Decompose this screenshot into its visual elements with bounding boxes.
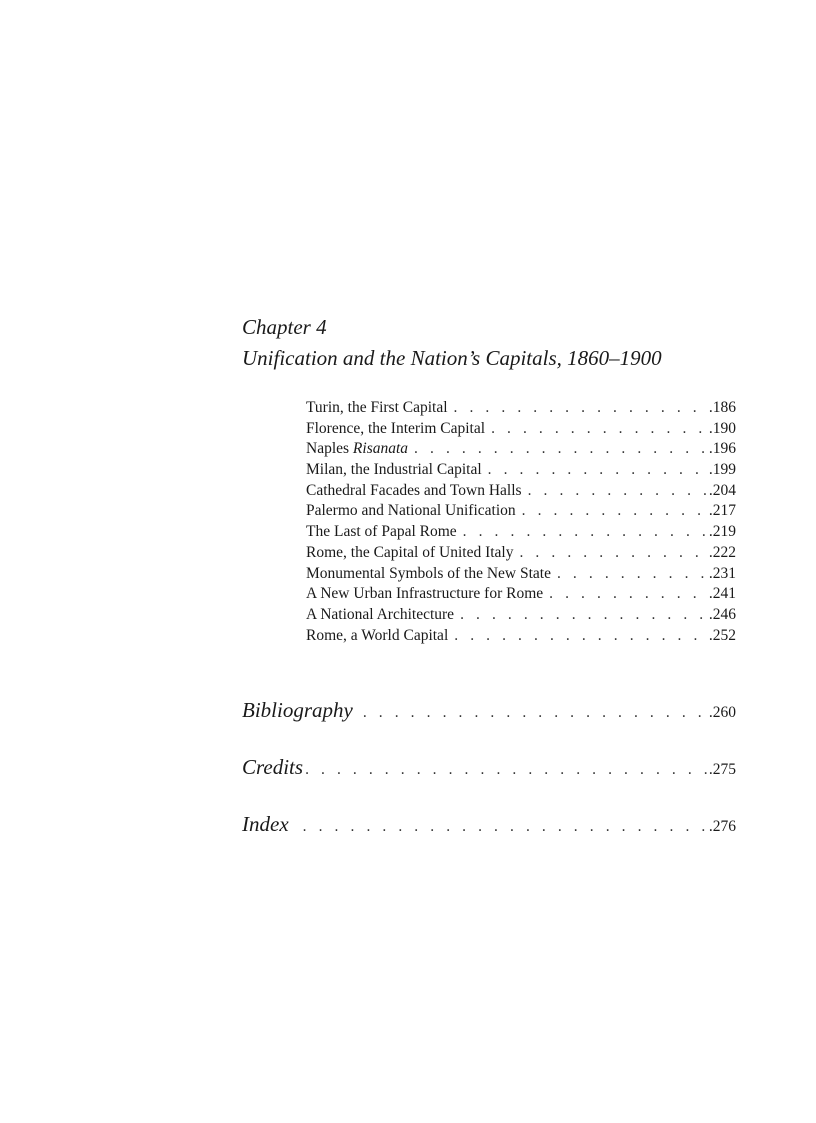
dot-leader xyxy=(543,584,709,605)
credits-entry xyxy=(242,755,736,780)
toc-entry-page: .186 xyxy=(708,399,736,416)
bibliography-page: .260 xyxy=(708,704,736,721)
toc-entry-title-text: Cathedral Facades and Town Halls xyxy=(306,481,522,499)
toc-entry xyxy=(306,626,736,647)
toc-entry xyxy=(306,481,736,502)
bibliography-title: Bibliography xyxy=(242,698,353,722)
toc-entry-title-text: Naples xyxy=(306,440,353,458)
toc-entry-title xyxy=(306,481,522,502)
toc-entry-page: .204 xyxy=(708,481,736,499)
dot-leader xyxy=(408,439,709,460)
chapter-heading xyxy=(242,312,762,374)
toc-entry-page: .217 xyxy=(708,502,736,520)
credits-page: .275 xyxy=(708,761,736,778)
toc-entry xyxy=(306,564,736,585)
toc-entry-page: .219 xyxy=(708,523,736,541)
toc-entry-title-text: Rome, the Capital of United Italy xyxy=(306,543,514,561)
toc-entry-title-text: Palermo and National Unification xyxy=(306,502,516,520)
dot-leader xyxy=(303,761,709,779)
dot-leader xyxy=(454,605,709,626)
toc-entry-title-italic: Risanata xyxy=(352,440,409,458)
toc-entry xyxy=(306,398,736,419)
index-title: Index xyxy=(242,812,289,836)
toc-entry-title-text: A National Architecture xyxy=(306,605,455,623)
toc-entry-title xyxy=(306,439,408,460)
toc-entry-page: .222 xyxy=(708,543,736,561)
toc-entry-title xyxy=(306,501,516,522)
toc-entry-page: .190 xyxy=(708,419,736,437)
toc-entry-title-text: Monumental Symbols of the New State xyxy=(306,564,551,582)
dot-leader xyxy=(457,522,709,543)
toc-entry-page: .246 xyxy=(708,605,736,623)
chapter-label: Chapter 4 xyxy=(242,315,327,339)
toc-entry-title xyxy=(306,605,454,626)
dot-leader xyxy=(516,501,709,522)
toc-entry-title xyxy=(306,419,485,440)
toc-entry xyxy=(306,605,736,626)
toc-entry-title xyxy=(306,460,482,481)
toc-entry xyxy=(306,522,736,543)
toc-entry-title xyxy=(306,522,457,543)
toc-entry xyxy=(306,543,736,564)
dot-leader xyxy=(485,419,709,440)
credits-title: Credits xyxy=(242,755,304,779)
dot-leader xyxy=(482,460,709,481)
dot-leader xyxy=(448,626,709,647)
toc-entry-title-text: Turin, the First Capital xyxy=(306,399,448,416)
toc-entry-title xyxy=(306,543,513,564)
toc-entry-title-text: The Last of Papal Rome xyxy=(306,523,457,541)
dot-leader xyxy=(551,564,709,585)
section-list xyxy=(306,398,736,646)
toc-entry-page: .231 xyxy=(708,564,736,582)
toc-entry-page: .252 xyxy=(708,626,736,644)
toc-entry-page: .196 xyxy=(708,440,736,458)
dot-leader xyxy=(522,481,709,502)
toc-entry-title xyxy=(306,398,448,419)
toc-entry xyxy=(306,439,736,460)
toc-entry-title-text: A New Urban Infrastructure for Rome xyxy=(306,585,544,603)
toc-entry xyxy=(306,460,736,481)
dot-leader xyxy=(289,818,709,836)
index-entry xyxy=(242,812,736,837)
toc-entry-title-text: Milan, the Industrial Capital xyxy=(306,461,482,479)
dot-leader xyxy=(448,398,709,419)
dot-leader xyxy=(513,543,708,564)
toc-entry xyxy=(306,584,736,605)
toc-entry-page: .241 xyxy=(708,585,736,603)
toc-entry-title xyxy=(306,564,551,585)
bibliography-entry xyxy=(242,698,736,723)
toc-entry-title-text: Rome, a World Capital xyxy=(306,626,449,644)
index-page: .276 xyxy=(708,818,736,835)
toc-entry-title xyxy=(306,626,448,647)
dot-leader xyxy=(353,704,709,722)
toc-entry-title-text: Florence, the Interim Capital xyxy=(306,419,486,437)
toc-entry-title xyxy=(306,584,543,605)
toc-entry xyxy=(306,419,736,440)
chapter-title: Unification and the Nation’s Capitals, 1860–1900 xyxy=(242,346,662,370)
toc-entry-page: .199 xyxy=(708,461,736,479)
toc-entry xyxy=(306,501,736,522)
